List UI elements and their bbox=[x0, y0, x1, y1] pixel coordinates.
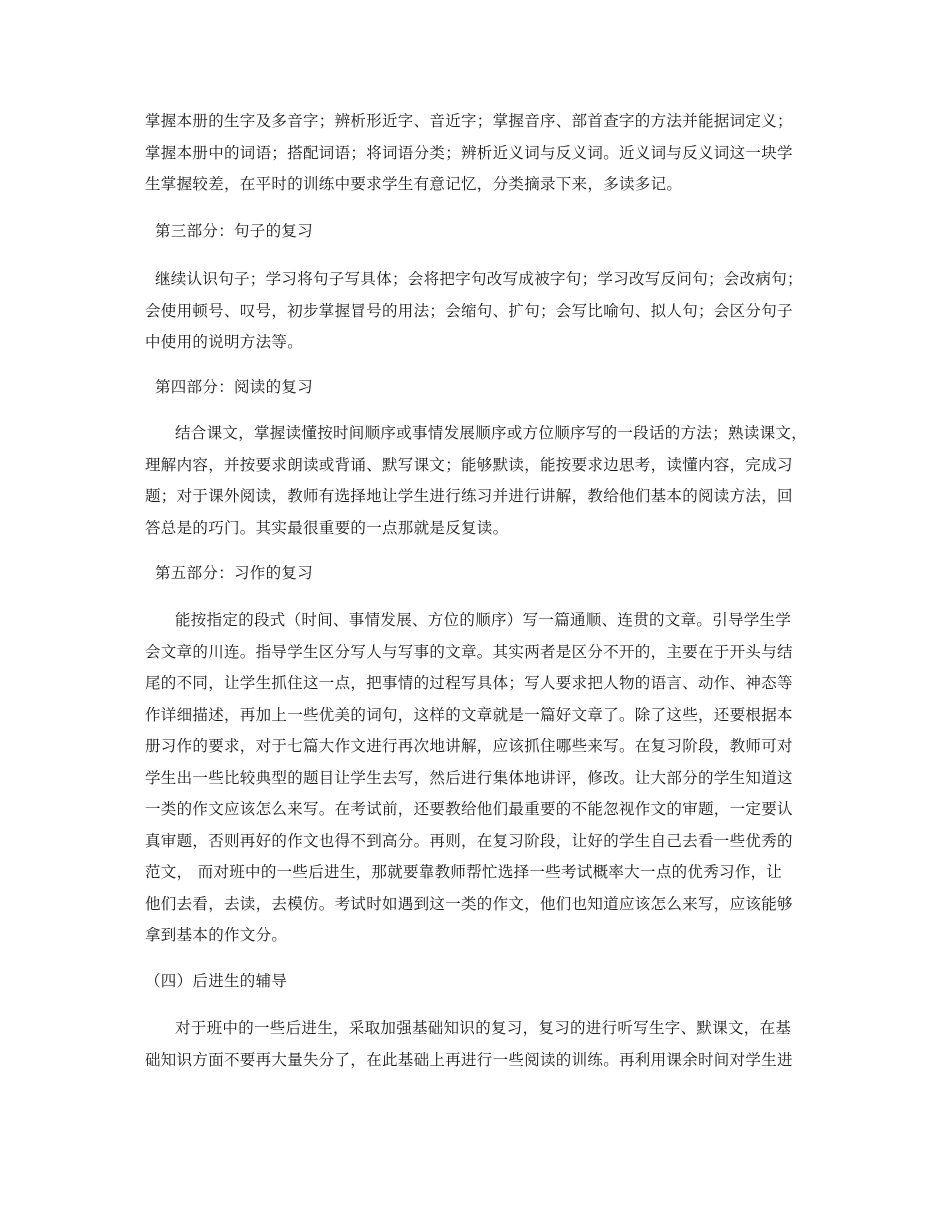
text-line: 答总是的巧门。其实最很重要的一点那就是反复读。 bbox=[145, 518, 509, 537]
paragraph-sentences bbox=[145, 264, 835, 359]
text-line: 一类的作文应该怎么来写。在考试前，还要教给他们最重要的不能忽视作文的审题，一定要认 bbox=[145, 800, 793, 818]
section-heading-sentences bbox=[145, 216, 835, 248]
text-line: 础知识方面不要再大量失分了，在此基础上再进行一些阅读的训练。再利用课余时间对学生进 bbox=[145, 1050, 793, 1069]
text-line: 他们去看，去读，去模仿。考试时如遇到这一类的作文，他们也知道应该怎么来写，应该能够 bbox=[145, 894, 793, 913]
heading-text: 第五部分：习作的复习 bbox=[155, 564, 314, 582]
text-line: 生掌握较差，在平时的训练中要求学生有意记忆，分类摘录下来，多读多记。 bbox=[145, 175, 683, 193]
paragraph-writing bbox=[145, 605, 835, 952]
text-line: 继续认识句子；学习将句子写具体；会将把字句改写成被字句；学习改写反问句；会改病句； bbox=[155, 270, 803, 288]
section-heading-tutoring bbox=[145, 966, 835, 998]
text-line: 结合课文，掌握读懂按时间顺序或事情发展顺序或方位顺序写的一段话的方法；熟读课文， bbox=[175, 424, 808, 442]
heading-text: 第三部分：句子的复习 bbox=[155, 222, 314, 240]
text-line: 中使用的说明方法等。 bbox=[145, 333, 304, 351]
heading-text: （四）后进生的辅导 bbox=[145, 972, 288, 990]
text-line: 学生出一些比较典型的题目让学生去写，然后进行集体地讲评，修改。让大部分的学生知道这 bbox=[145, 768, 793, 787]
paragraph-vocabulary bbox=[145, 106, 835, 201]
heading-text: 第四部分：阅读的复习 bbox=[155, 378, 314, 396]
text-line: 尾的不同，让学生抓住这一点，把事情的过程写具体；写人要求把人物的语言、动作、神态等 bbox=[145, 674, 793, 692]
text-line: 掌握本册的生字及多音字；辨析形近字、音近字；掌握音序、部首查字的方法并能据词定义； bbox=[145, 112, 793, 130]
text-line: 理解内容，并按要求朗读或背诵、默写课文；能够默读，能按要求边思考，读懂内容，完成习 bbox=[145, 455, 793, 474]
text-line: 掌握本册中的词语；搭配词语；将词语分类；辨析近义词与反义词。近义词与反义词这一块学 bbox=[145, 143, 793, 162]
text-line: 拿到基本的作文分。 bbox=[145, 926, 288, 944]
text-line: 会使用顿号、叹号，初步掌握冒号的用法；会缩句、扩句；会写比喻句、拟人句；会区分句子 bbox=[145, 301, 793, 320]
text-line: 作详细描述，再加上一些优美的词句，这样的文章就是一篇好文章了。除了这些，还要根据本 bbox=[145, 705, 793, 724]
text-line: 对于班中的一些后进生，采取加强基础知识的复习，复习的进行听写生字、默课文，在基 bbox=[175, 1019, 792, 1037]
section-heading-reading bbox=[145, 372, 835, 404]
text-line: 题；对于课外阅读，教师有选择地让学生进行练习并进行讲解，教给他们基本的阅读方法，回 bbox=[145, 487, 793, 505]
section-heading-writing bbox=[145, 558, 835, 590]
paragraph-tutoring bbox=[145, 1013, 835, 1076]
text-line: 真审题，否则再好的作文也得不到高分。再则，在复习阶段，让好的学生自己去看一些优秀的 bbox=[145, 831, 793, 850]
paragraph-reading bbox=[145, 418, 835, 544]
text-line: 范文， 而对班中的一些后进生，那就要靠教师帮忙选择一些考试概率大一点的优秀习作，让 bbox=[145, 863, 783, 881]
text-line: 册习作的要求，对于七篇大作文进行再次地讲解，应该抓住哪些来写。在复习阶段，教师可对 bbox=[145, 737, 793, 755]
text-line: 能按指定的段式（时间、事情发展、方位的顺序）写一篇通顺、连贯的文章。引导学生学 bbox=[175, 611, 792, 629]
text-line: 会文章的川连。指导学生区分写人与写事的文章。其实两者是区分不开的，主要在于开头与结 bbox=[145, 642, 793, 661]
